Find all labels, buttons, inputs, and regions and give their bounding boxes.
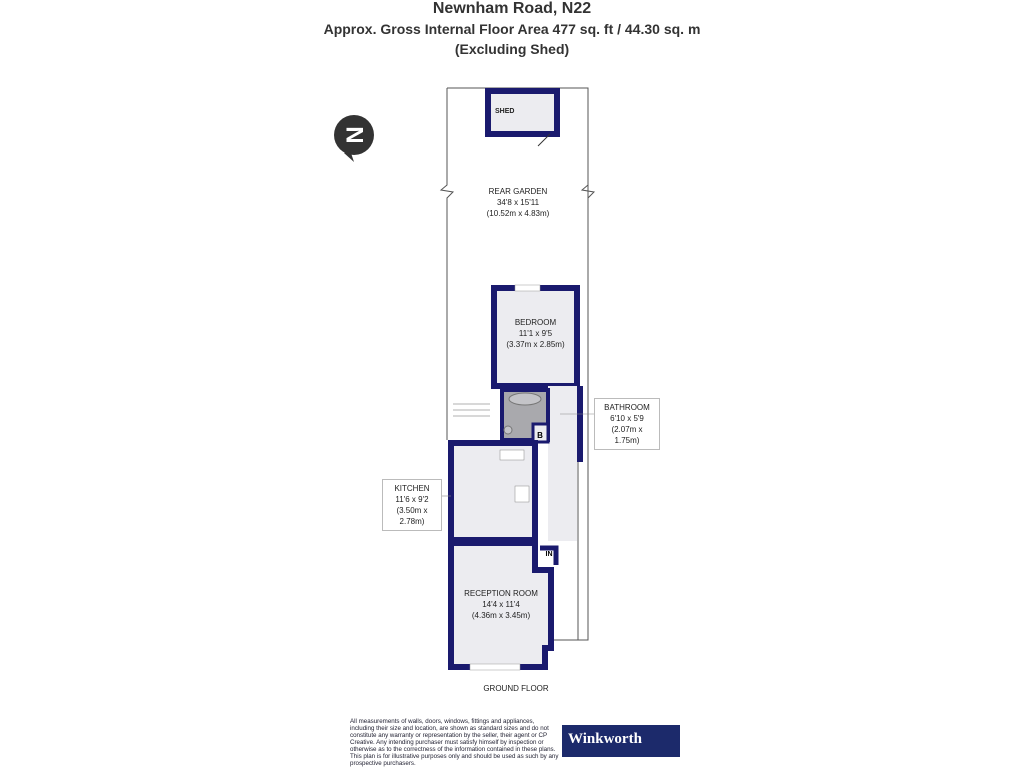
garden-steps bbox=[453, 404, 490, 416]
boiler-label: B bbox=[537, 431, 543, 440]
floor-area: Approx. Gross Internal Floor Area 477 sq. ft / 44.30 sq. m bbox=[323, 21, 701, 37]
sink-icon bbox=[500, 450, 524, 460]
disclaimer-text: All measurements of walls, doors, windows, fittings and appliances, including their size and location, are shown as standard sizes and do not constitute any warranty or representation by the seller, their agent or CP Creative. Any intending purchaser must satisfy himself by inspection or otherwise as to the correctness of the information contained in these plans. This plan is for illustrative purposes only and should be used as such by any prospective purchasers. bbox=[350, 718, 559, 767]
bedroom-label: BEDROOM 11'1 x 9'5 (3.37m x 2.85m) bbox=[506, 318, 565, 349]
basin-icon bbox=[504, 426, 512, 434]
winkworth-logo: Winkworth bbox=[562, 725, 680, 757]
reception-room-label: RECEPTION ROOM 14'4 x 11'4 (4.36m x 3.45m) bbox=[464, 589, 538, 620]
shed-label: SHED bbox=[495, 108, 515, 115]
property-title: Newnham Road, N22 bbox=[432, 0, 592, 17]
bedroom-window bbox=[515, 285, 540, 291]
hallway bbox=[548, 386, 577, 541]
area-note: (Excluding Shed) bbox=[454, 41, 570, 57]
reception-window bbox=[470, 664, 520, 670]
bathroom-label: BATHROOM 6'10 x 5'9 (2.07m x 1.75m) bbox=[594, 398, 660, 450]
svg-text:N: N bbox=[342, 126, 369, 144]
hob-icon bbox=[515, 486, 529, 502]
floor-label: GROUND FLOOR bbox=[483, 684, 549, 693]
entrance-label: IN bbox=[545, 551, 553, 558]
bath-icon bbox=[509, 393, 541, 405]
rear-garden-label: REAR GARDEN 34'8 x 15'11 (10.52m x 4.83m) bbox=[486, 187, 550, 218]
kitchen-label: KITCHEN 11'6 x 9'2 (3.50m x 2.78m) bbox=[382, 479, 442, 531]
compass-icon bbox=[334, 115, 374, 162]
